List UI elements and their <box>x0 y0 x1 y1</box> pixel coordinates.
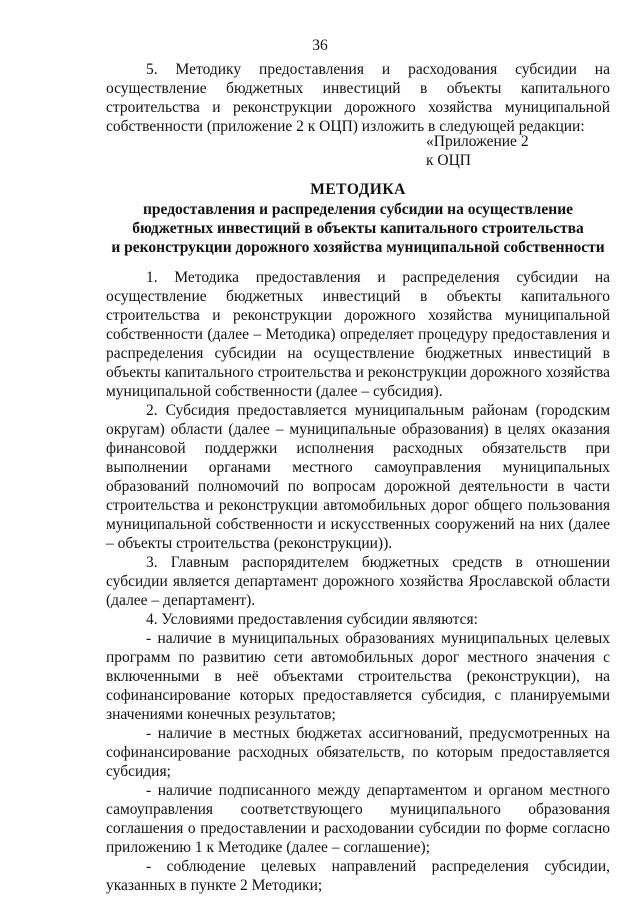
intro-paragraph: 5. Методику предоставления и расходования субсидии на осуществление бюджетных инвестиций в объекты капитального строительства и реконструкции дорожного хозяйства муниципальной собственности (приложение 2 к ОЦП) изложить в следующей редакции: <box>106 61 610 135</box>
appendix-line-2: к ОЦП <box>426 152 471 169</box>
paragraph-4: 4. Условиями предоставления субсидии являются: <box>146 611 478 628</box>
page-number: 36 <box>312 37 328 54</box>
condition-item-3: - наличие подписанного между департаментом и органом местного самоуправления соответствующего муниципального образования соглашения о предоставлении и расходовании субсидии по форме согласно приложению 1 к Методике (далее – соглашение); <box>106 782 610 856</box>
document-title <box>106 180 610 257</box>
appendix-label <box>426 132 610 170</box>
paragraph-2: 2. Субсидия предоставляется муниципальным районам (городским округам) области (далее – муниципальные образования) в целях оказания финансовой поддержки исполнения расходных обязательств при выполнении органами местного самоуправления муниципальных образований полномочий по вопросам дорожной деятельности в части строительства и реконструкции автомобильных дорог общего пользования муниципальной собственности и искусственных сооружений на них (далее – объекты строительства (реконструкции)). <box>106 402 610 552</box>
condition-item-2: - наличие в местных бюджетах ассигнований, предусмотренных на софинансирование расходных обязательств, по которым предоставляется субсидия; <box>106 725 610 780</box>
methodology-body <box>106 268 610 895</box>
intro-section <box>106 60 610 136</box>
condition-item-1: - наличие в муниципальных образованиях муниципальных целевых программ по развитию сети автомобильных дорог местного значения с включенными в неё объектами строительства (реконструкции), на софинансирование которых предоставляется субсидия, с планируемыми значениями конечных результатов; <box>106 630 610 723</box>
title-line-3: и реконструкции дорожного хозяйства муниципальной собственности <box>111 239 605 256</box>
title-line-1: предоставления и распределения субсидии на осуществление <box>142 201 574 218</box>
paragraph-3: 3. Главным распорядителем бюджетных средств в отношении субсидии является департамент дорожного хозяйства Ярославской области (далее – департамент). <box>106 554 610 609</box>
appendix-line-1: «Приложение 2 <box>426 133 529 150</box>
paragraph-1: 1. Методика предоставления и распределения субсидии на осуществление бюджетных инвестиций в объекты капитального строительства и реконструкции дорожного хозяйства муниципальной собственности (далее – Методика) определяет процедуру предоставления и распределения субсидии на осуществление бюджетных инвестиций в объекты капитального строительства и реконструкции дорожного хозяйства муниципальной собственности (далее – субсидия). <box>106 269 610 400</box>
title-main: МЕТОДИКА <box>310 181 406 198</box>
condition-item-4: - соблюдение целевых направлений распределения субсидии, указанных в пункте 2 Методики; <box>106 858 610 894</box>
title-line-2: бюджетных инвестиций в объекты капитального строительства <box>132 220 584 237</box>
